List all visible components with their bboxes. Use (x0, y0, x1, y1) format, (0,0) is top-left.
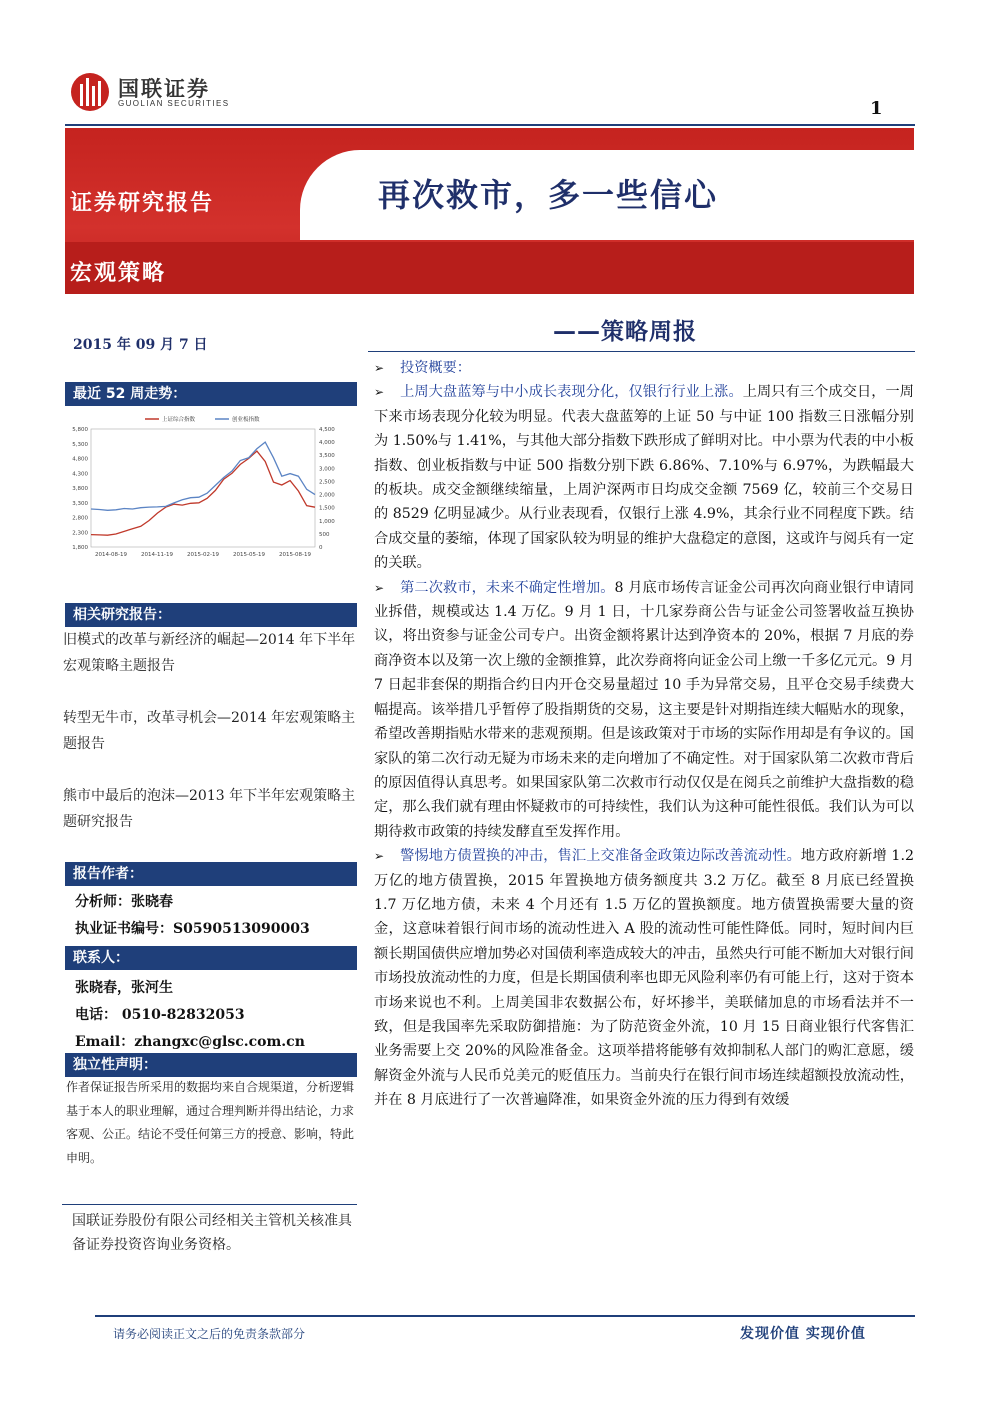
related-section-head: 相关研究报告： (65, 603, 357, 627)
contact-section-head: 联系人： (65, 946, 357, 970)
y-left-tick-label: 2,300 (72, 530, 88, 537)
paragraph-2-lead: 第二次救市，未来不确定性增加。 (400, 579, 615, 596)
bullet-arrow-icon: ➢ (374, 849, 385, 864)
footer-slogan: 发现价值 实现价值 (740, 1326, 866, 1342)
y-right-tick-label: 1,500 (319, 505, 335, 512)
paragraph-1-text: 上周只有三个成交日，一周下来市场表现分化较为明显。代表大盘蓝筹的上证 50 与中证 100 指数三日涨幅分别为 1.50%与 1.41%，与其他大部分指数下跌形成了鲜明对比。中小票为代表的中小板指数、创业板指数与中证 500 指数分别下跌 6.86%、7.10%与 6.97%，为跌幅最大的板块。成交金额继续缩量，上周沪深两市日均成交金额 7569 亿，较前三个交易日的 8529 亿明显减少。从行业表现看，仅银行上涨 4.9%，其余行业不同程度下跌。结合成交量的萎缩，体现了国家队较为明显的维护大盘稳定的意图，这或许与阅兵有一定的关联。 (374, 384, 914, 572)
author-section-head: 报告作者： (65, 862, 357, 886)
analyst-name: 分析师：张晓春 (75, 894, 173, 910)
contact-phone: 电话： 0510-82832053 (75, 1007, 245, 1023)
brand-name-en: GUOLIAN SECURITIES (118, 99, 230, 108)
y-left-tick-label: 2,800 (72, 515, 88, 522)
x-tick-label: 2015-05-19 (233, 552, 265, 558)
overview-heading: ➢ 投资概要： (374, 356, 914, 380)
y-left-tick-label: 3,800 (72, 486, 88, 492)
x-tick-label: 2014-08-19 (95, 552, 127, 558)
report-subtitle: ——策略周报 (553, 319, 697, 345)
y-right-tick-label: 500 (319, 531, 330, 538)
report-category-label: 宏观策略 (70, 261, 167, 286)
legend-label-1: 上证综合指数 (162, 417, 196, 423)
independence-statement: 作者保证报告所采用的数据均来自合规渠道，分析逻辑基于本人的职业理解，通过合理判断并得出结论，力求客观、公正。结论不受任何第三方的授意、影响，特此申明。 (66, 1080, 355, 1165)
y-right-tick-label: 4,500 (319, 427, 335, 433)
report-date: 2015 年 09 月 7 日 (73, 337, 208, 353)
y-right-tick-label: 2,000 (319, 492, 335, 499)
y-left-tick-label: 5,800 (72, 427, 88, 433)
legend-label-2: 创业板指数 (232, 417, 260, 423)
y-left-tick-label: 3,300 (72, 500, 88, 507)
chart-plot-frame (91, 429, 315, 547)
independence-section-head: 独立性声明： (65, 1053, 357, 1077)
brand-logo-icon (66, 66, 116, 116)
y-left-tick-label: 4,800 (72, 456, 88, 463)
y-left-tick-label: 4,300 (72, 471, 88, 478)
paragraph-3-lead: 警惕地方债置换的冲击，售汇上交准备金政策边际改善流动性。 (400, 848, 801, 865)
license-rule (62, 1204, 357, 1205)
y-right-tick-label: 3,000 (319, 466, 335, 473)
y-right-tick-label: 1,000 (319, 518, 335, 525)
trend-section-head: 最近 52 周走势： (65, 382, 357, 406)
header-rule (65, 124, 915, 126)
bullet-arrow-icon: ➢ (374, 361, 385, 375)
paragraph-3-text: 地方政府新增 1.2 万亿的地方债置换，2015 年置换地方债务额度共 3.2 万亿。截至 8 月底已经置换 1.7 万亿地方债，未来 4 个月还有 1.5 万亿的置换额度。地方债置换需要大量的资金，这意味着银行间市场的流动性进入 A 股的流动性可能性降低。同时，短时间内巨额长期国债供应增加势必对国债利率造成较大的冲击，虽然央行可能不断加大对银行间市场投放流动性的力度，但是长期国债利率也即无风险利率仍有可能上行，这对于资本市场来说也不利。上周美国非农数据公布，好坏掺半，美联储加息的市场看法并不一致，但是我国率先采取防御措施：为了防范资金外流，10 月 15 日商业银行代客售汇业务需要上交 20%的风险准备金。这项举措将能够有效抑制私人部门的购汇意愿，缓解资金外流与人民币兑美元的贬值压力。当前央行在银行间市场连续超额投放流动性，并在 8 月底进行了一次普遍降准，如果资金外流的压力得到有效缓 (374, 848, 914, 1109)
report-title: 再次救市，多一些信心 (378, 176, 719, 214)
brand-name: 国联证券 (118, 77, 210, 101)
index-trend-chart (65, 407, 357, 597)
bullet-arrow-icon: ➢ (374, 385, 385, 400)
y-right-tick-label: 0 (319, 545, 323, 551)
page-number: 1 (870, 98, 883, 119)
x-tick-label: 2015-02-19 (187, 552, 219, 558)
related-report-3[interactable]: 熊市中最后的泡沫—2013 年下半年宏观策略主题研究报告 (63, 788, 356, 830)
y-right-tick-label: 3,500 (319, 453, 335, 460)
y-left-tick-label: 5,300 (72, 441, 88, 448)
y-right-tick-label: 2,500 (319, 479, 335, 486)
bullet-arrow-icon: ➢ (374, 580, 385, 595)
cert-number: 执业证书编号：S0590513090003 (75, 921, 310, 937)
paragraph-1-lead: 上周大盘蓝筹与中小成长表现分化，仅银行行业上涨。 (400, 384, 743, 401)
paragraph-2-text: 8 月底市场传言证金公司再次向商业银行申请同业拆借，规模或达 1.4 万亿。9 月 1 日，十几家券商公告与证金公司签署收益互换协议，将出资参与证金公司专户。出资金额将累计达到净资本的 20%，根据 7 月底的券商净资本以及第一次上缴的金额推算，此次券商将向证金公司上缴一千多亿元元。9 月 7 日起非套保的期指合约日内开仓交易量超过 10 手为异常交易，且平仓交易手续费大幅提高。该举措几乎暂停了股指期货的交易，这主要是针对期指连续大幅贴水的现象，希望改善期指贴水带来的悲观预期。但是该政策对于市场的实际作用却是有争议的。国家队的第二次行动无疑为市场未来的走向增加了不确定性。对于国家队第二次救市背后的原因值得认真思考。如果国家队第二次救市行动仅仅是在阅兵之前维护大盘指数的稳定，那么我们就有理由怀疑救市的可持续性，我们认为这种可能性很低。我们认为可以期待救市政策的持续发酵直至发挥作用。 (374, 579, 914, 840)
contact-email[interactable]: Email：zhangxc@glsc.com.cn (75, 1034, 305, 1050)
license-statement: 国联证券股份有限公司经相关主管机关核准具备证券投资咨询业务资格。 (72, 1213, 352, 1253)
related-report-2[interactable]: 转型无牛市，改革寻机会—2014 年宏观策略主题报告 (63, 710, 356, 752)
report-type-label: 证券研究报告 (70, 191, 215, 216)
y-right-tick-label: 4,000 (319, 440, 335, 447)
x-tick-label: 2015-08-19 (279, 552, 311, 558)
paragraph-3 (374, 844, 914, 1112)
contact-names: 张晓春，张河生 (75, 980, 173, 996)
x-tick-label: 2014-11-19 (141, 552, 173, 558)
related-report-1[interactable]: 旧模式的改革与新经济的崛起—2014 年下半年宏观策略主题报告 (63, 632, 356, 674)
subtitle-rule (368, 351, 915, 352)
banner-band (65, 242, 914, 294)
footer-disclaimer: 请务必阅读正文之后的免责条款部分 (113, 1327, 306, 1341)
series-line-1 (91, 451, 315, 535)
paragraph-2 (374, 576, 914, 844)
paragraph-1 (374, 380, 914, 575)
report-body (374, 356, 914, 1113)
y-left-tick-label: 1,800 (72, 545, 88, 551)
footer-rule (95, 1315, 915, 1317)
